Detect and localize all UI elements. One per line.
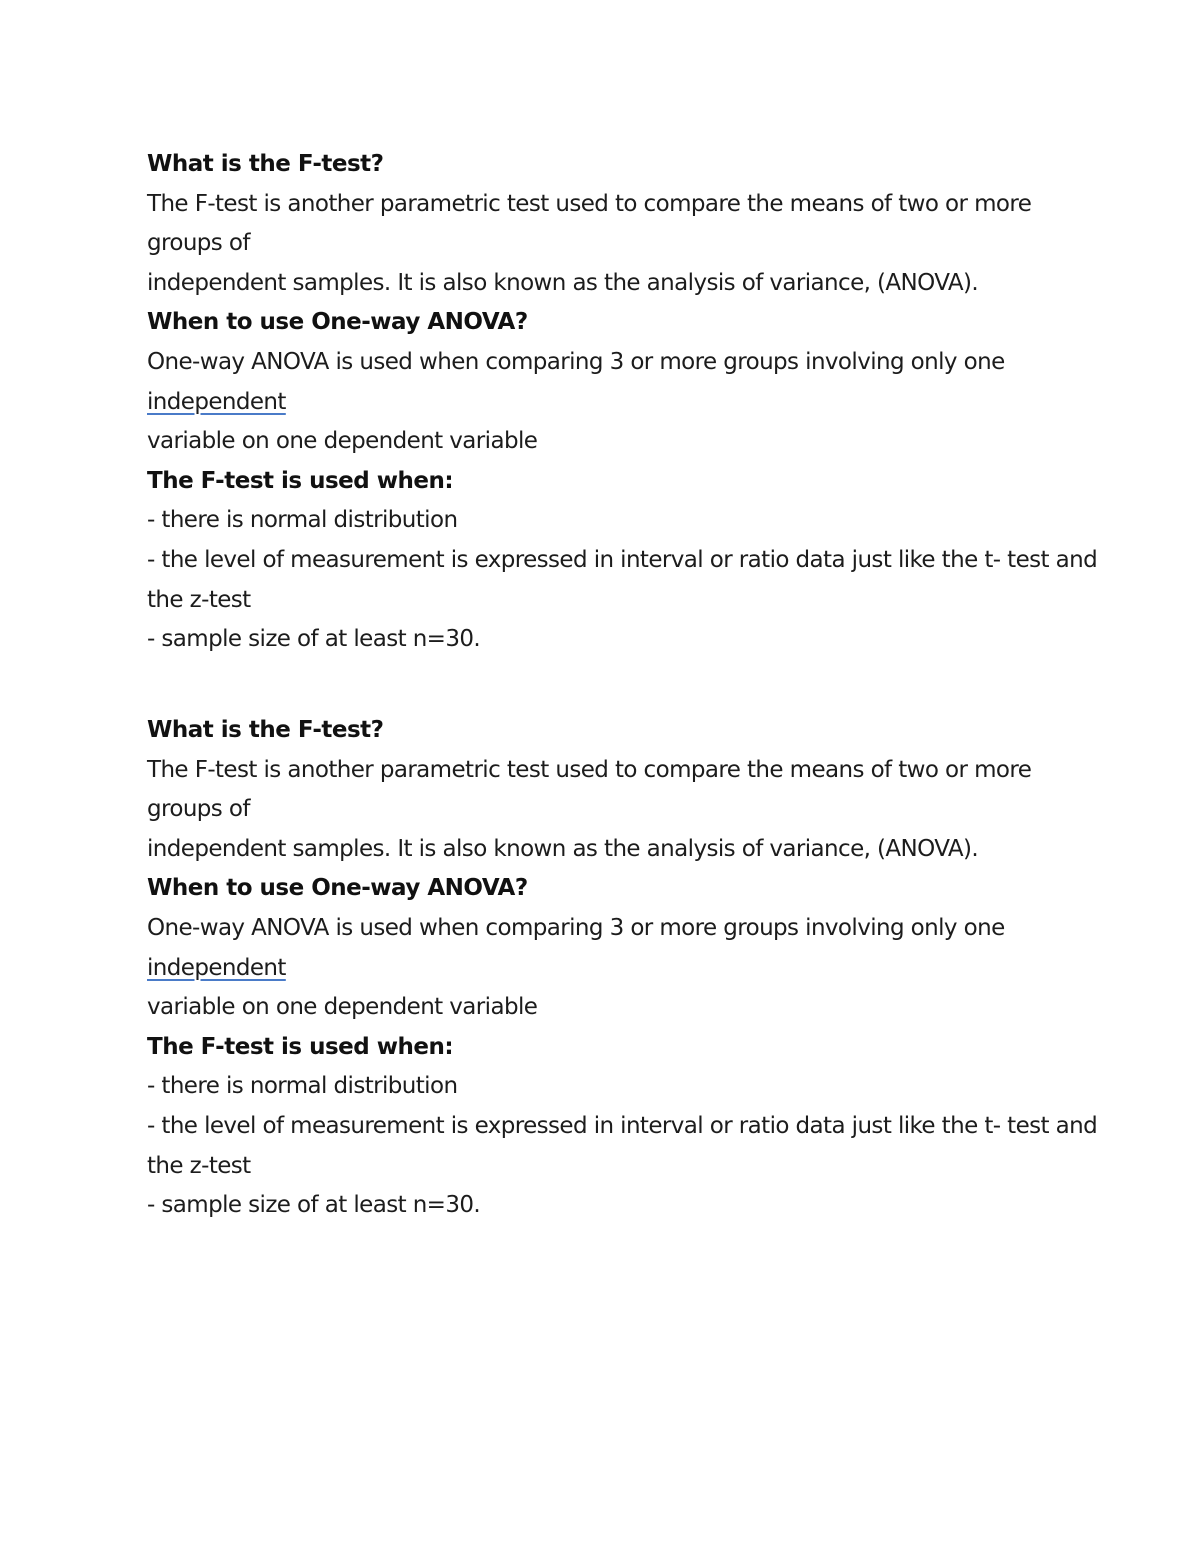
list-item: - there is normal distribution <box>147 1073 458 1100</box>
section-heading: The F-test is used when: <box>147 467 454 494</box>
definition-text: The F-test is another parametric test used to compare the means of two or more <box>147 756 1032 783</box>
list-item: - sample size of at least n=30. <box>147 1192 481 1219</box>
list-item: - the level of measurement is expressed in interval or ratio data just like the t- test and <box>147 1112 1098 1139</box>
section-heading: The F-test is used when: <box>147 1033 454 1060</box>
ftest-section <box>147 145 1157 660</box>
definition-text: The F-test is another parametric test used to compare the means of two or more <box>147 190 1032 217</box>
body-text: One-way ANOVA is used when comparing 3 or more groups involving only one <box>147 914 1005 941</box>
list-item: the z-test <box>147 586 251 613</box>
body-text: One-way ANOVA is used when comparing 3 or more groups involving only one <box>147 348 1005 375</box>
spellcheck-marked-word <box>147 949 1157 989</box>
underlined-word[interactable]: independent <box>147 388 286 415</box>
section-heading: What is the F-test? <box>147 717 384 743</box>
list-item: - there is normal distribution <box>147 507 458 534</box>
definition-text: independent samples. It is also known as the analysis of variance, (ANOVA). <box>147 269 979 296</box>
body-text: variable on one dependent variable <box>147 428 538 455</box>
list-item: the z-test <box>147 1152 251 1179</box>
spellcheck-marked-word <box>147 383 1157 423</box>
body-text: variable on one dependent variable <box>147 994 538 1021</box>
list-item: - sample size of at least n=30. <box>147 626 481 653</box>
section-heading: What is the F-test? <box>147 151 384 177</box>
underlined-word[interactable]: independent <box>147 954 286 981</box>
section-heading: When to use One-way ANOVA? <box>147 309 528 336</box>
definition-text: groups of <box>147 230 250 257</box>
list-item: - the level of measurement is expressed in interval or ratio data just like the t- test and <box>147 546 1098 573</box>
definition-text: independent samples. It is also known as the analysis of variance, (ANOVA). <box>147 835 979 862</box>
ftest-section <box>147 711 1157 1226</box>
definition-text: groups of <box>147 796 250 823</box>
section-heading: When to use One-way ANOVA? <box>147 875 528 902</box>
